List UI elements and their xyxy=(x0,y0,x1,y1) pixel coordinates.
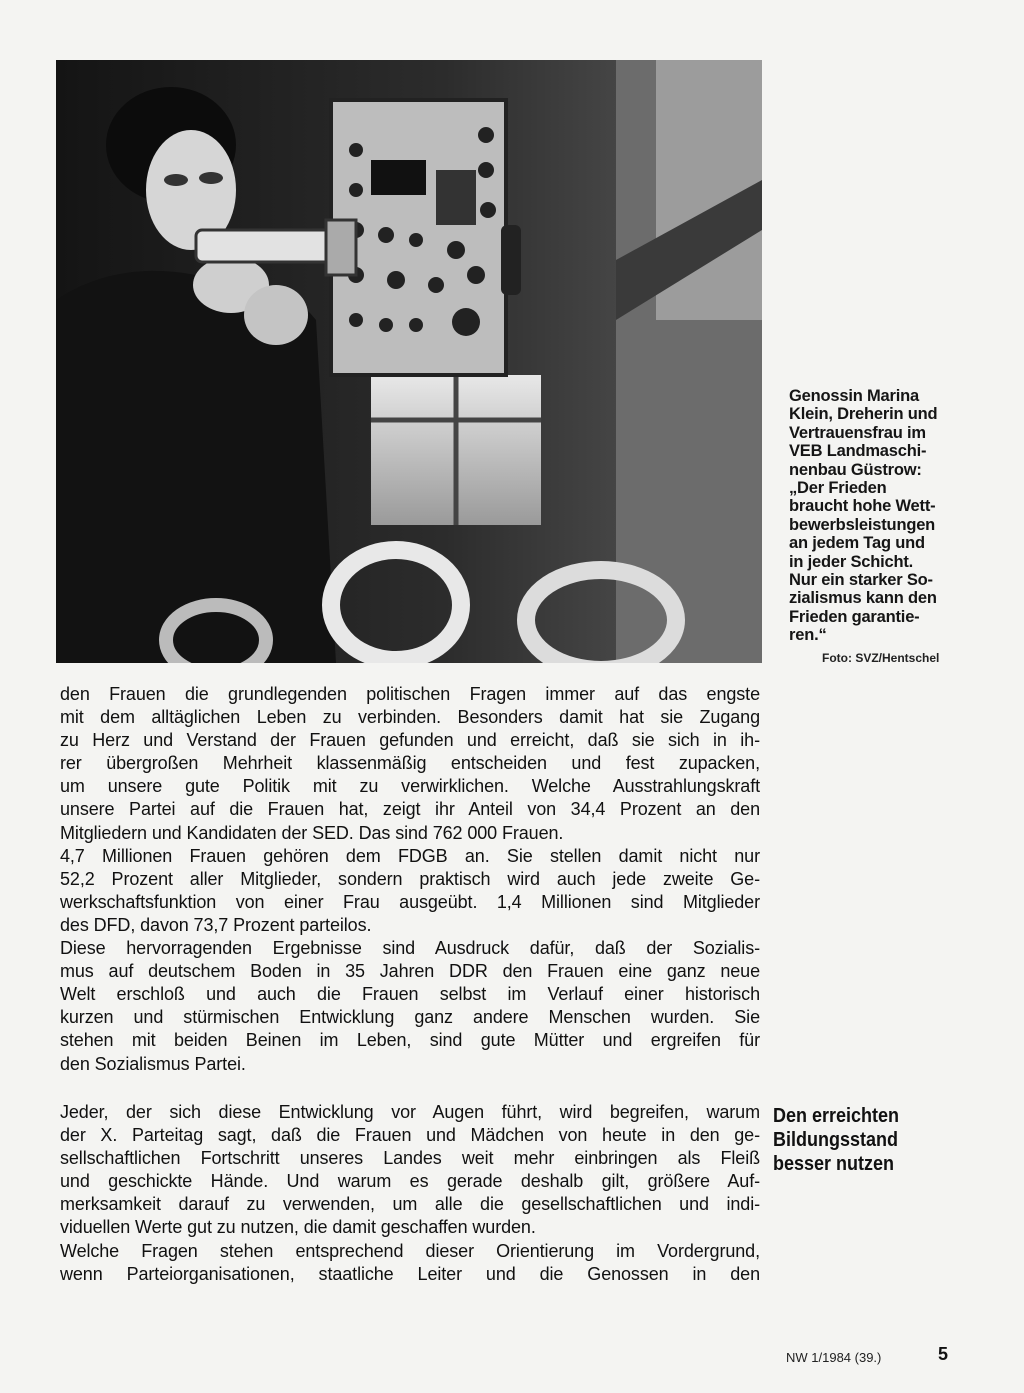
text-line: 52,2 Prozent aller Mitglieder, sondern praktisch wird auch jede zweite Ge- xyxy=(60,868,760,889)
caption-line: Nur ein starker So- xyxy=(789,571,933,590)
article-photo xyxy=(56,60,762,663)
text-line: mit dem alltäglichen Leben zu verbinden. Besonders damit hat sie Zugang xyxy=(60,707,760,728)
text-line: merksamkeit darauf zu verwenden, um alle die gesellschaftlichen und indi- xyxy=(60,1194,760,1215)
text-line: um unsere gute Politik mit zu verwirklichen. Welche Ausstrahlungskraft xyxy=(60,776,760,797)
caption-line: braucht hohe Wett- xyxy=(789,497,936,516)
text-line: 4,7 Millionen Frauen gehören dem FDGB an. Sie stellen damit nicht nur xyxy=(60,845,760,866)
article-body-block-2 xyxy=(60,1101,760,1286)
text-line: Welche Fragen stehen entsprechend dieser Orientierung im Vordergrund, xyxy=(60,1240,760,1261)
text-line: sellschaftlichen Fortschritt unseres Landes weit mehr einbringen als Fleiß xyxy=(60,1148,760,1169)
text-line: stehen mit beiden Beinen im Leben, sind gute Mütter und ergreifen für xyxy=(60,1030,760,1051)
subheading-line: Den erreichten xyxy=(773,1105,900,1127)
text-line: kurzen und stürmischen Entwicklung ganz andere Menschen wurden. Sie xyxy=(60,1007,760,1028)
subheading-line: besser nutzen xyxy=(773,1153,895,1175)
text-line: und geschickte Hände. Und warum es gerade deshalb gilt, größere Auf- xyxy=(60,1171,760,1192)
caption-line: Vertrauensfrau im xyxy=(789,423,926,442)
caption-line: nenbau Güstrow: xyxy=(789,460,922,479)
text-line: viduellen Werte gut zu nutzen, die damit geschaffen wurden. xyxy=(60,1217,536,1238)
caption-line: Klein, Dreherin und xyxy=(789,405,938,424)
issue-reference: NW 1/1984 (39.) xyxy=(786,1350,882,1365)
text-line: unsere Partei auf die Frauen hat, zeigt ihr Anteil von 34,4 Prozent an den xyxy=(60,799,760,820)
page-number: 5 xyxy=(938,1344,949,1364)
caption-line: bewerbsleistungen xyxy=(789,515,936,534)
photo-caption xyxy=(789,387,964,645)
caption-line: in jeder Schicht. xyxy=(789,552,914,571)
article-body-block-1 xyxy=(60,683,760,1076)
subheading-line: Bildungsstand xyxy=(773,1129,899,1151)
text-line: der X. Parteitag sagt, daß die Frauen und Mädchen von heute in den ge- xyxy=(60,1125,760,1146)
photo-illustration xyxy=(56,60,762,663)
text-line: zu Herz und Verstand der Frauen gefunden und erreicht, daß sie sich in ih- xyxy=(60,730,760,751)
caption-line: VEB Landmaschi- xyxy=(789,442,927,461)
text-line: den Sozialismus Partei. xyxy=(60,1053,246,1074)
caption-line: ren.“ xyxy=(789,626,827,645)
text-line: wenn Parteiorganisationen, staatliche Leiter und die Genossen in den xyxy=(60,1263,760,1284)
text-line: Jeder, der sich diese Entwicklung vor Augen führt, wird begreifen, warum xyxy=(60,1102,760,1122)
text-line: Mitgliedern und Kandidaten der SED. Das sind 762 000 Frauen. xyxy=(60,822,564,843)
caption-line: Frieden garantie- xyxy=(789,607,920,626)
caption-line: zialismus kann den xyxy=(789,589,937,608)
text-line: Welt erschloß und auch die Frauen selbst im Verlauf einer historisch xyxy=(60,984,760,1005)
caption-line: Genossin Marina xyxy=(789,387,919,405)
text-line: mus auf deutschem Boden in 35 Jahren DDR den Frauen eine ganz neue xyxy=(60,961,760,982)
text-line: werkschaftsfunktion von einer Frau ausgeübt. 1,4 Millionen sind Mitglieder xyxy=(60,891,760,912)
caption-line: an jedem Tag und xyxy=(789,534,925,553)
margin-subheading xyxy=(773,1104,935,1176)
text-line: des DFD, davon 73,7 Prozent parteilos. xyxy=(60,914,372,935)
caption-line: „Der Frieden xyxy=(789,479,887,498)
text-line: Diese hervorragenden Ergebnisse sind Ausdruck dafür, daß der Sozialis- xyxy=(60,938,760,959)
text-line: rer übergroßen Mehrheit klassenmäßig entscheiden und fest zupacken, xyxy=(60,753,760,774)
text-line: den Frauen die grundlegenden politischen Fragen immer auf das engste xyxy=(60,684,760,704)
photo-credit: Foto: SVZ/Hentschel xyxy=(822,651,940,665)
